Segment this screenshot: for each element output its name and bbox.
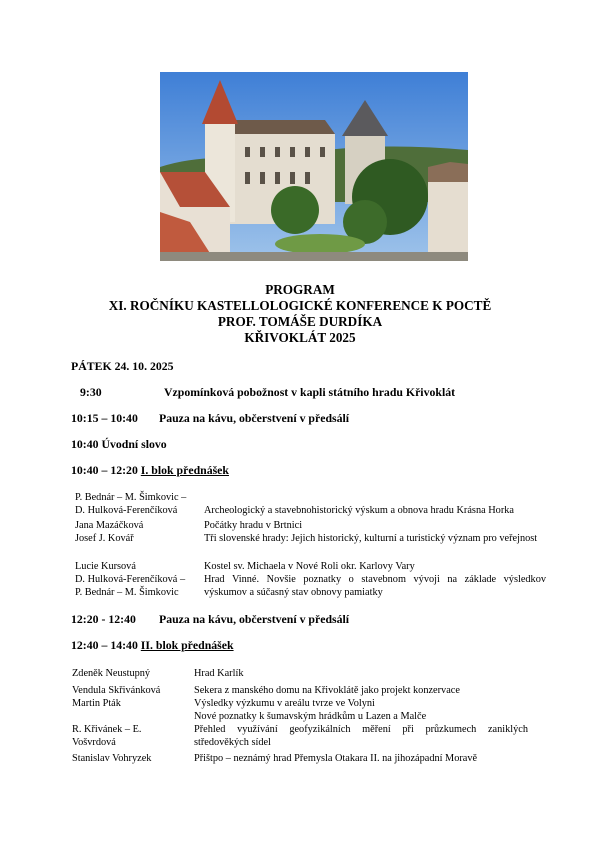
talk-title: Přištpo – neznámý hrad Přemysla Otakara II. na jihozápadní Moravě	[194, 753, 478, 764]
title-line-2: XI. ROČNÍKU KASTELLOLOGICKÉ KONFERENCE K POCTĚ	[108, 298, 492, 313]
speaker-line: Martin Pták	[72, 698, 121, 709]
speaker-line: R. Křivánek – E.	[72, 724, 142, 735]
speaker-line: Josef J. Kovář	[75, 533, 134, 544]
opening-speech: 10:40 Úvodní slovo	[71, 437, 167, 451]
block-title: II. blok přednášek	[140, 638, 234, 652]
speaker-line: Stanislav Vohryzek	[72, 753, 152, 764]
program-title	[60, 282, 540, 346]
talk-title: Výsledky výzkumu v areálu tvrze ve Volyni	[194, 698, 375, 709]
day-heading: PÁTEK 24. 10. 2025	[71, 359, 174, 373]
speaker-line: Zdeněk Neustupný	[72, 668, 151, 679]
talk-row	[0, 710, 600, 724]
talk-title: Přehled využívání geofyzikálních měření při průzkumech zaniklých středověkých sídel	[194, 724, 528, 748]
castle-photo	[160, 72, 468, 261]
session-time: 9:30	[80, 385, 102, 399]
title-line-4: KŘIVOKLÁT 2025	[244, 330, 356, 345]
talk-row	[0, 560, 600, 574]
block-heading	[71, 638, 234, 652]
speaker-line: Jana Mazáčková	[75, 520, 144, 531]
talk-title: Archeologický a stavebnohistorický výskum a obnova hradu Krásna Horka	[204, 505, 514, 516]
speaker-line: Vošvrdová	[72, 737, 116, 748]
talk-row	[0, 532, 600, 560]
talk-title: Nové poznatky k šumavským hrádkům u Lazen a Malče	[194, 711, 427, 722]
session-text: Vzpomínková pobožnost v kapli státního hradu Křivoklát	[164, 385, 456, 399]
speaker-line: Vendula Skřivánková	[72, 685, 161, 696]
talk-row	[0, 491, 600, 519]
session-text: Pauza na kávu, občerstvení v předsálí	[159, 612, 350, 626]
title-line-1: PROGRAM	[265, 282, 335, 297]
talk-title: Hrad Vinné. Novšie poznatky o stavebnom vývoji na základe výsledkov výskumov a súčasný stav obnovy pamiatky	[204, 574, 546, 598]
talk-row	[0, 684, 600, 698]
talk-row	[0, 697, 600, 711]
block-time: 10:40 – 12:20	[71, 463, 138, 477]
talk-row	[0, 667, 600, 681]
speaker-line: P. Bednár – M. Šimkovic	[75, 587, 179, 598]
talk-title: Počátky hradu v Brtnici	[204, 520, 303, 531]
talk-row	[0, 752, 600, 766]
session-time: 10:15 – 10:40	[71, 411, 138, 425]
session-time: 12:20 - 12:40	[71, 612, 136, 626]
speaker-line: Lucie Kursová	[75, 561, 136, 572]
speaker-line: D. Hulková-Ferenčíková –	[75, 574, 186, 585]
block-title: I. blok přednášek	[140, 463, 229, 477]
talk-row	[0, 723, 600, 751]
session-text: Pauza na kávu, občerstvení v předsálí	[159, 411, 350, 425]
talk-title: Tři slovenské hrady: Jejich historický, kulturní a turistický význam pro veřejnost	[204, 533, 538, 544]
talk-title: Sekera z manského domu na Křivoklátě jako projekt konzervace	[194, 685, 460, 696]
talk-title: Hrad Karlík	[194, 668, 244, 679]
block-heading	[71, 463, 229, 477]
talk-row	[0, 573, 600, 601]
speaker-line: D. Hulková-Ferenčíková	[75, 505, 178, 516]
talk-title: Kostel sv. Michaela v Nové Roli okr. Karlovy Vary	[204, 561, 415, 572]
block-time: 12:40 – 14:40	[71, 638, 138, 652]
title-line-3: PROF. TOMÁŠE DURDÍKA	[217, 314, 383, 329]
speaker-line: P. Bednár – M. Šimkovic –	[75, 492, 187, 503]
talk-row	[0, 519, 600, 533]
